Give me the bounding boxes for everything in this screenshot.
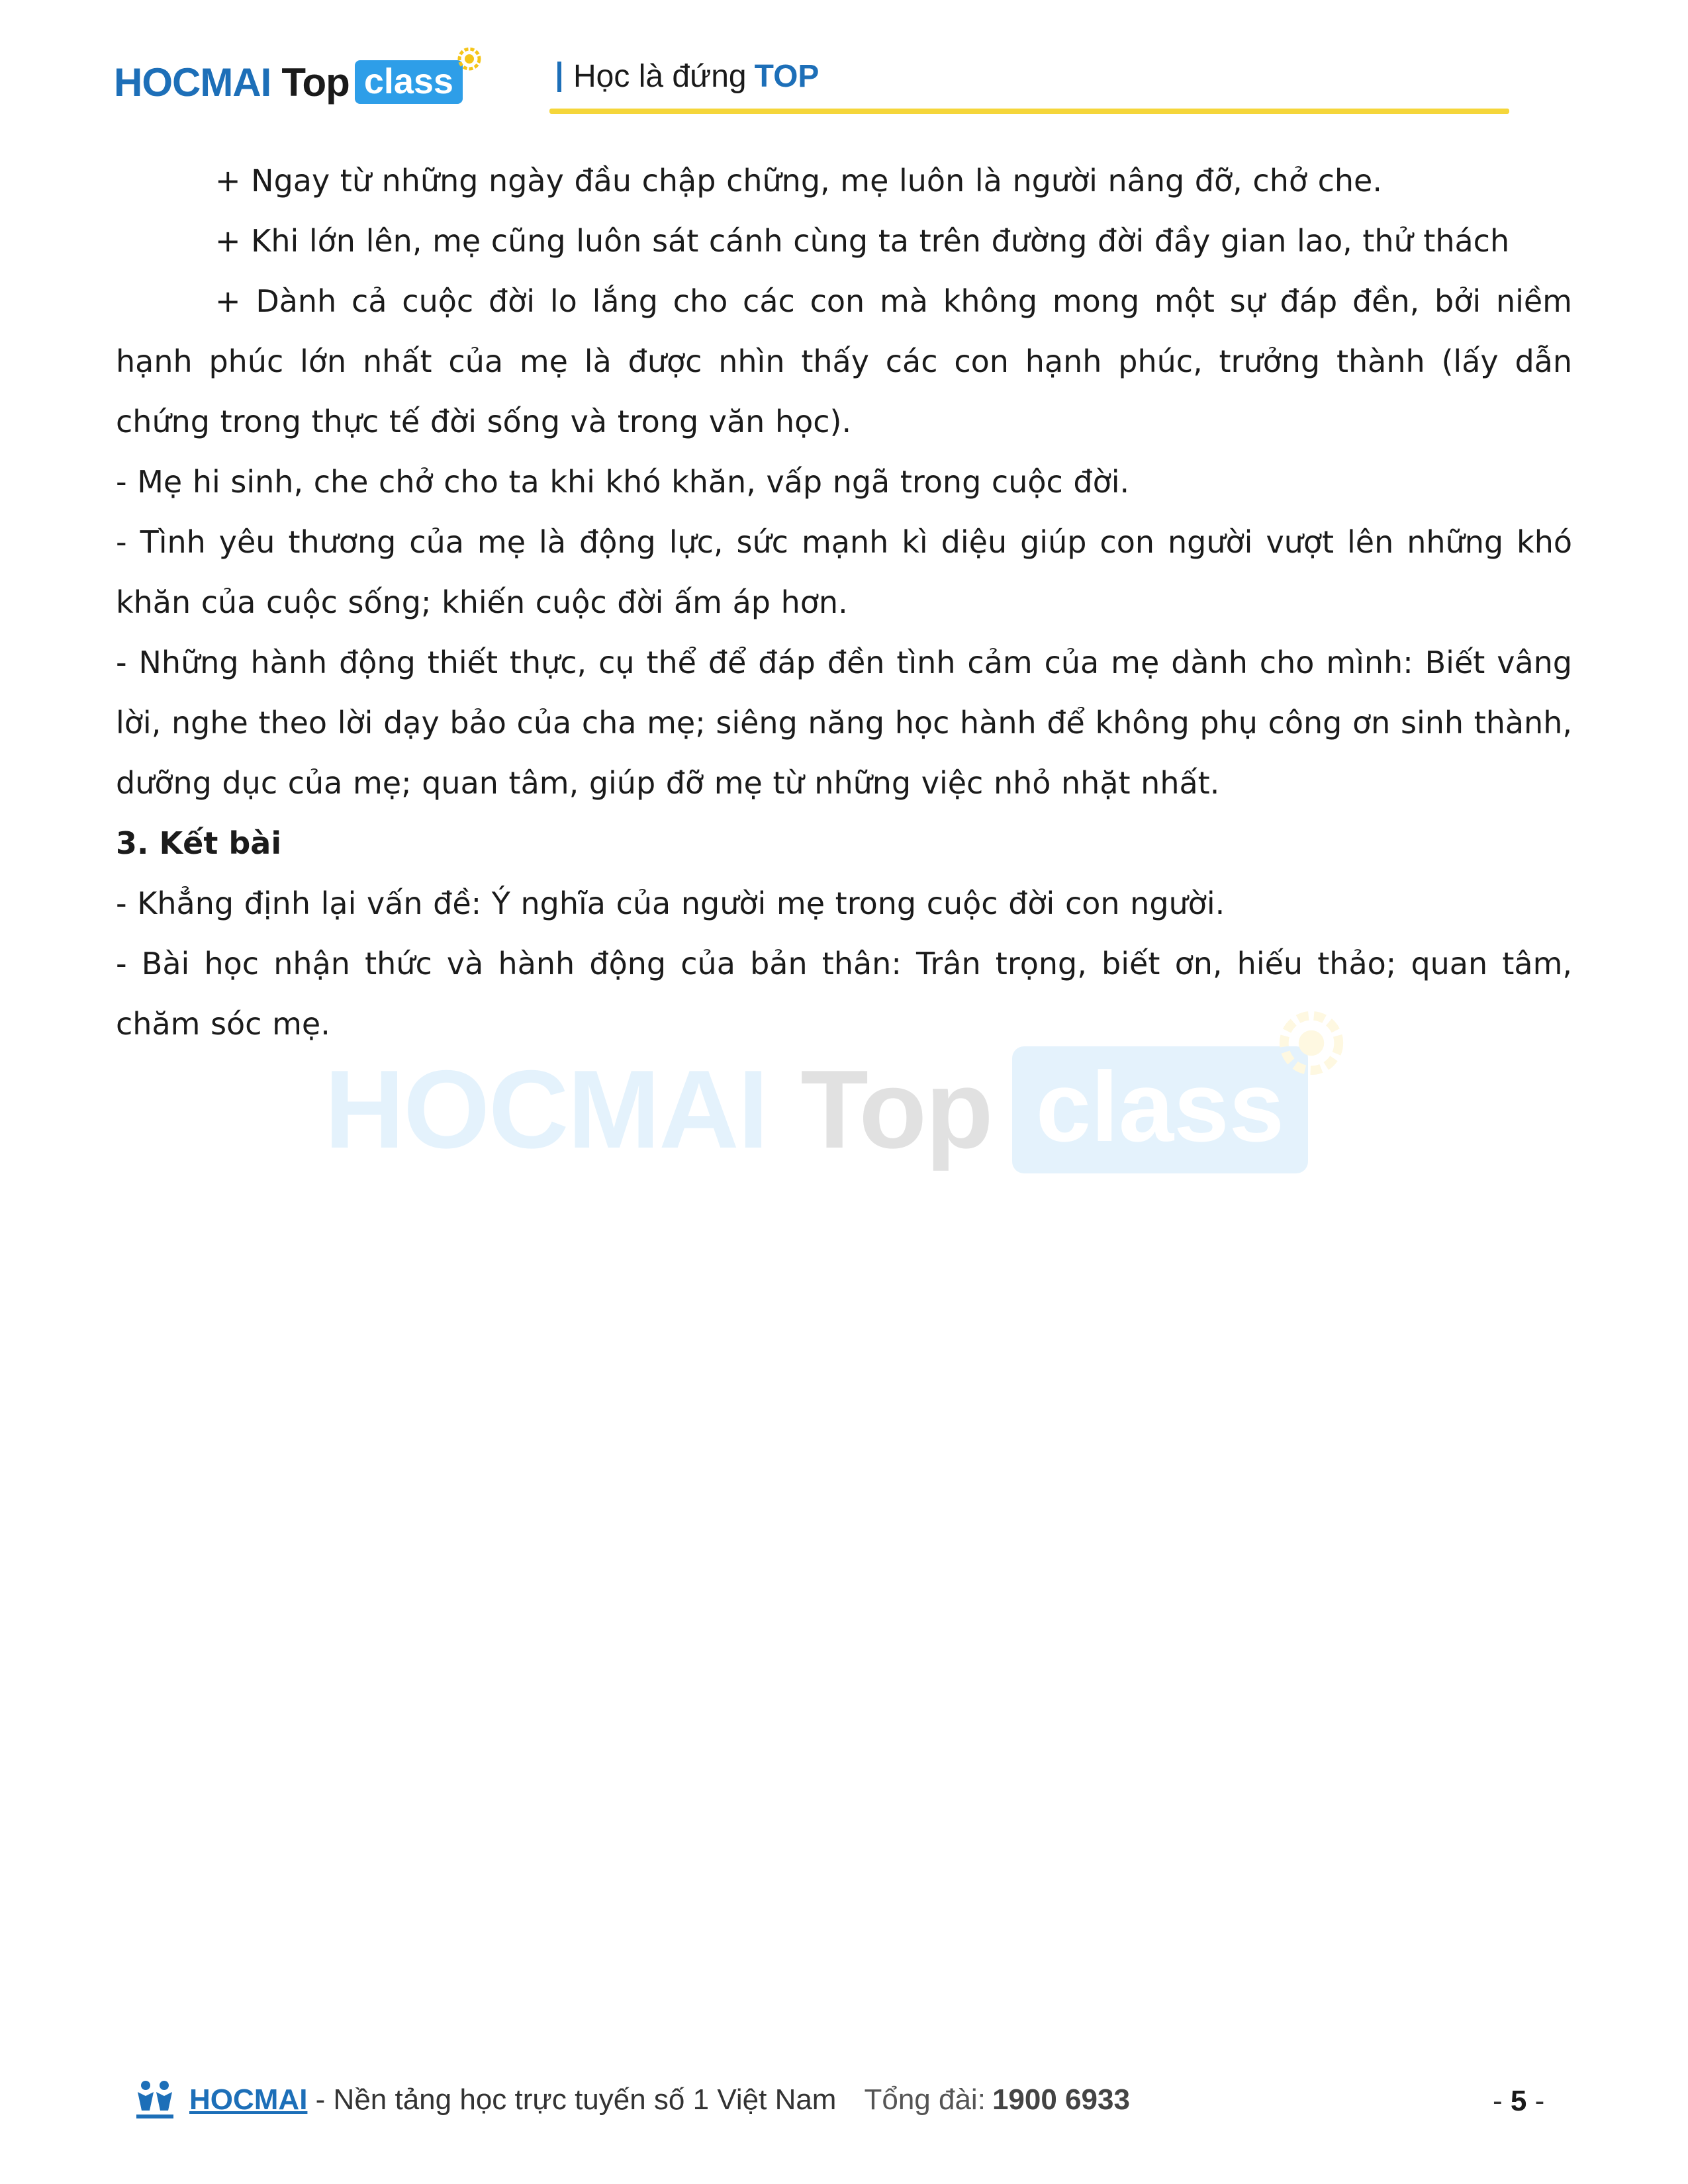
logo-class-badge: [355, 60, 463, 104]
paragraph: - Những hành động thiết thực, cụ thể để đáp đền tình cảm của mẹ dành cho mình: Biết vâng lời, nghe theo lời dạy bảo của cha mẹ; siêng năng học hành để không phụ công ơn sinh thành, dưỡng dục của mẹ; quan tâm, giúp đỡ mẹ từ những việc nhỏ nhặt nhất.: [116, 645, 1572, 801]
logo-hocmai-text: HOCMAI: [114, 60, 271, 105]
slogan-text: Học là đứng: [573, 59, 747, 94]
logo-class-text: class: [355, 60, 463, 104]
logo-top-text: Top: [281, 60, 350, 105]
paragraph: + Ngay từ những ngày đầu chập chững, mẹ luôn là người nâng đỡ, chở che.: [215, 163, 1382, 199]
header-slogan: [557, 58, 819, 95]
hocmai-logo-icon: [131, 2076, 179, 2124]
header-logo: [114, 54, 463, 110]
paragraph: + Dành cả cuộc đời lo lắng cho các con mà không mong một sự đáp đền, bởi niềm hạnh phúc lớn nhất của mẹ là được nhìn thấy các con hạnh phúc, trưởng thành (lấy dẫn chứng trong thực tế đời sống và trong văn học).: [116, 283, 1572, 439]
footer-hotline-number: 1900 6933: [992, 2083, 1130, 2116]
page-number-prefix: -: [1493, 2085, 1511, 2117]
section-heading: 3. Kết bài: [116, 825, 282, 861]
watermark: [324, 1046, 1308, 1173]
footer-tagline: - Nền tảng học trực tuyến số 1 Việt Nam: [307, 2083, 837, 2116]
watermark-class-badge: [1012, 1046, 1308, 1173]
slogan-divider: [557, 62, 561, 92]
slogan-highlight: TOP: [754, 59, 820, 94]
watermark-hocmai-text: HOCMAI: [324, 1047, 768, 1171]
paragraph: - Mẹ hi sinh, che chở cho ta khi khó khăn, vấp ngã trong cuộc đời.: [116, 464, 1130, 500]
footer-hotline-label: Tổng đài:: [864, 2083, 986, 2116]
page-number: [1493, 2085, 1544, 2118]
watermark-class-text: class: [1012, 1046, 1308, 1173]
watermark-top-text: Top: [800, 1047, 992, 1171]
gear-icon: [456, 46, 483, 72]
paragraph: - Khẳng định lại vấn đề: Ý nghĩa của người mẹ trong cuộc đời con người.: [116, 886, 1225, 921]
paragraph: + Khi lớn lên, mẹ cũng luôn sát cánh cùng ta trên đường đời đầy gian lao, thử thách: [215, 223, 1510, 259]
footer-brand-link[interactable]: HOCMAI: [189, 2083, 308, 2116]
paragraph: - Bài học nhận thức và hành động của bản thân: Trân trọng, biết ơn, hiếu thảo; quan tâm, chăm sóc mẹ.: [116, 946, 1572, 1042]
paragraph: - Tình yêu thương của mẹ là động lực, sức mạnh kì diệu giúp con người vượt lên những khó khăn của cuộc sống; khiến cuộc đời ấm áp hơn.: [116, 524, 1572, 620]
page-number-value: 5: [1510, 2085, 1527, 2117]
header-underline: [549, 109, 1509, 114]
page-number-suffix: -: [1526, 2085, 1545, 2117]
footer: [131, 2077, 1130, 2123]
document-body: [116, 151, 1572, 1054]
